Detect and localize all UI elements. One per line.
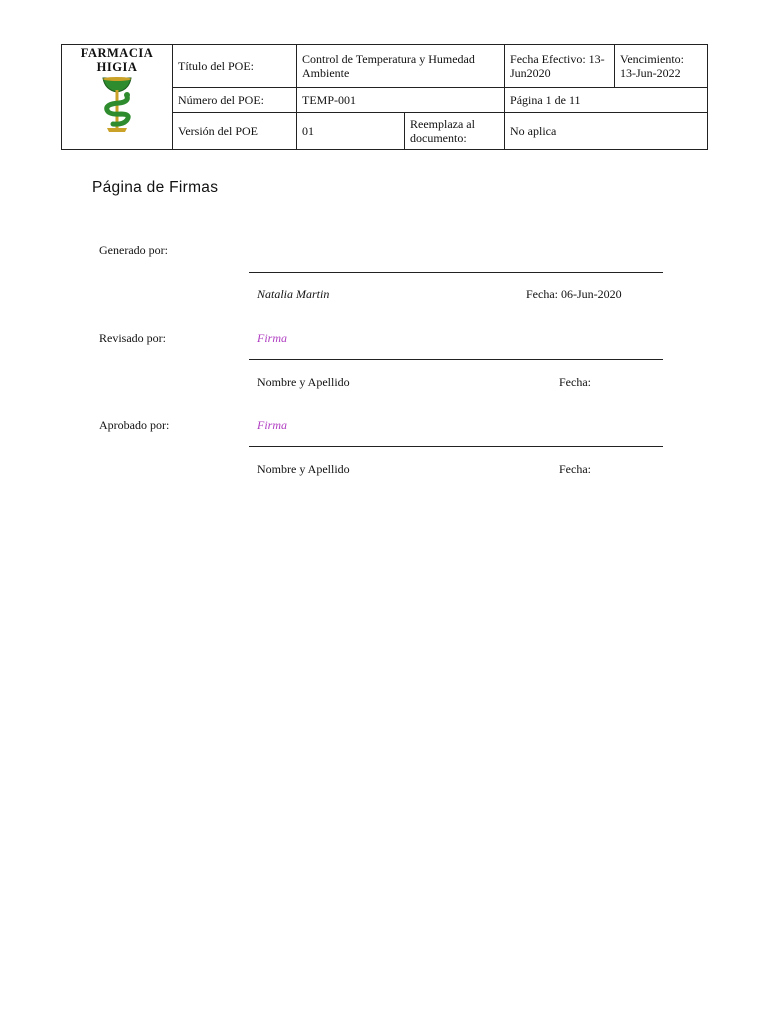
aprobado-label: Aprobado por: <box>99 418 170 432</box>
company-name: FARMACIA HIGIA <box>80 46 154 74</box>
generado-name: Natalia Martin <box>257 287 330 301</box>
pagina-info: Página 1 de 11 <box>505 88 708 113</box>
aprobado-date-label: Fecha: <box>559 462 591 476</box>
logo-cell <box>62 45 173 150</box>
revisado-name-label: Nombre y Apellido <box>257 375 350 389</box>
titulo-label: Título del POE: <box>173 45 297 88</box>
fecha-efectivo: Fecha Efectivo: 13-Jun2020 <box>505 45 615 88</box>
revisado-firma-field[interactable]: Firma <box>257 331 287 345</box>
aprobado-name-label: Nombre y Apellido <box>257 462 350 476</box>
generado-date: Fecha: 06-Jun-2020 <box>526 287 622 301</box>
version-label: Versión del POE <box>173 113 297 150</box>
revisado-signature-line <box>249 359 663 360</box>
version-value: 01 <box>297 113 405 150</box>
document-header-table <box>61 44 708 150</box>
generado-signature-line <box>249 272 663 273</box>
page-title: Página de Firmas <box>92 179 219 196</box>
generado-label: Generado por: <box>99 243 168 257</box>
caduceus-snake-icon <box>93 76 141 134</box>
titulo-value: Control de Temperatura y Humedad Ambiente <box>297 45 505 88</box>
revisado-label: Revisado por: <box>99 331 166 345</box>
aprobado-signature-line <box>249 446 663 447</box>
aprobado-firma-field[interactable]: Firma <box>257 418 287 432</box>
vencimiento: Vencimiento: 13-Jun-2022 <box>615 45 708 88</box>
revisado-date-label: Fecha: <box>559 375 591 389</box>
numero-value: TEMP-001 <box>297 88 505 113</box>
reemplaza-value: No aplica <box>505 113 708 150</box>
reemplaza-label: Reemplaza al documento: <box>405 113 505 150</box>
numero-label: Número del POE: <box>173 88 297 113</box>
